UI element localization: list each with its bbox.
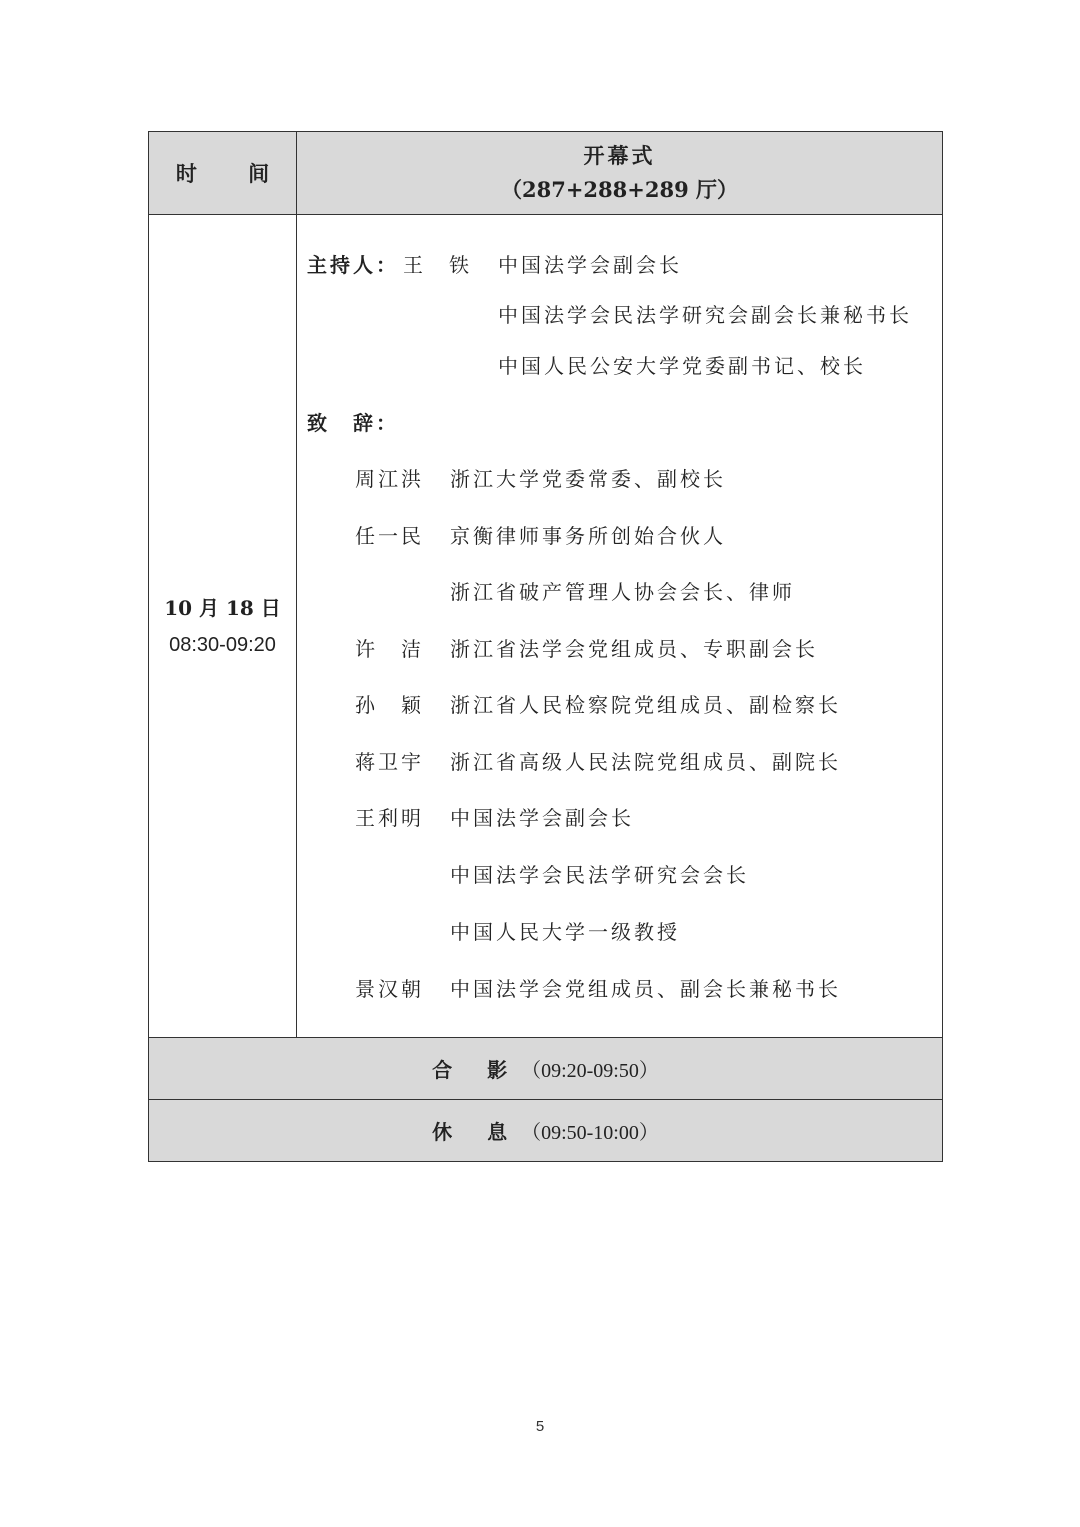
speaker-title: 浙江省破产管理人协会会长、律师 xyxy=(450,580,795,604)
header-row xyxy=(149,132,943,215)
time-column-header: 时 间 xyxy=(149,132,297,215)
session-title: 开幕式 xyxy=(583,143,656,168)
speaker-title: 浙江省高级人民法院党组成员、副院长 xyxy=(450,750,841,774)
session-content-cell xyxy=(297,215,943,1038)
speaker-title: 中国法学会民法学研究会会长 xyxy=(450,863,749,887)
speaker-name: 任一民 xyxy=(355,524,424,548)
speaker-name: 周江洪 xyxy=(355,467,424,491)
speaker-title: 中国法学会副会长 xyxy=(450,806,634,830)
session-venue: （287+288+289 厅） xyxy=(500,177,738,202)
schedule-table xyxy=(148,131,943,1162)
speaker-name: 许 洁 xyxy=(355,637,424,661)
photo-row xyxy=(149,1038,943,1100)
break-cell xyxy=(149,1100,943,1162)
session-header xyxy=(297,132,943,215)
session-content xyxy=(297,215,942,1037)
host-title: 中国法学会副会长 xyxy=(498,253,682,277)
host-name: 王 铁 xyxy=(403,253,472,277)
speaker-name: 王利明 xyxy=(355,806,424,830)
break-time: （09:50-10:00） xyxy=(521,1122,659,1144)
speaker-title: 浙江省人民检察院党组成员、副检察长 xyxy=(450,693,841,717)
host-label: 主持人： xyxy=(307,253,399,277)
speaker-title: 京衡律师事务所创始合伙人 xyxy=(450,524,726,548)
speaker-title: 中国人民大学一级教授 xyxy=(450,920,680,944)
page-number: 5 xyxy=(535,1418,545,1435)
photo-time: （09:20-09:50） xyxy=(521,1060,659,1082)
photo-label: 合 影 xyxy=(432,1058,522,1082)
photo-cell xyxy=(149,1038,943,1100)
speaker-title: 浙江省法学会党组成员、专职副会长 xyxy=(450,637,818,661)
speaker-name: 景汉朝 xyxy=(355,977,424,1001)
break-row xyxy=(149,1100,943,1162)
session-row xyxy=(149,215,943,1038)
speaker-name: 蒋卫宇 xyxy=(355,750,424,774)
session-time: 08:30-09:20 xyxy=(169,634,276,656)
break-label: 休 息 xyxy=(432,1120,522,1144)
session-date: 10 月 18 日 xyxy=(164,596,281,620)
speaker-name: 孙 颖 xyxy=(355,693,424,717)
session-time-cell xyxy=(149,215,297,1038)
speeches-label: 致 辞： xyxy=(307,411,399,435)
host-title: 中国人民公安大学党委副书记、校长 xyxy=(498,354,866,378)
host-title: 中国法学会民法学研究会副会长兼秘书长 xyxy=(498,303,912,327)
speaker-title: 中国法学会党组成员、副会长兼秘书长 xyxy=(450,977,841,1001)
speaker-title: 浙江大学党委常委、副校长 xyxy=(450,467,726,491)
